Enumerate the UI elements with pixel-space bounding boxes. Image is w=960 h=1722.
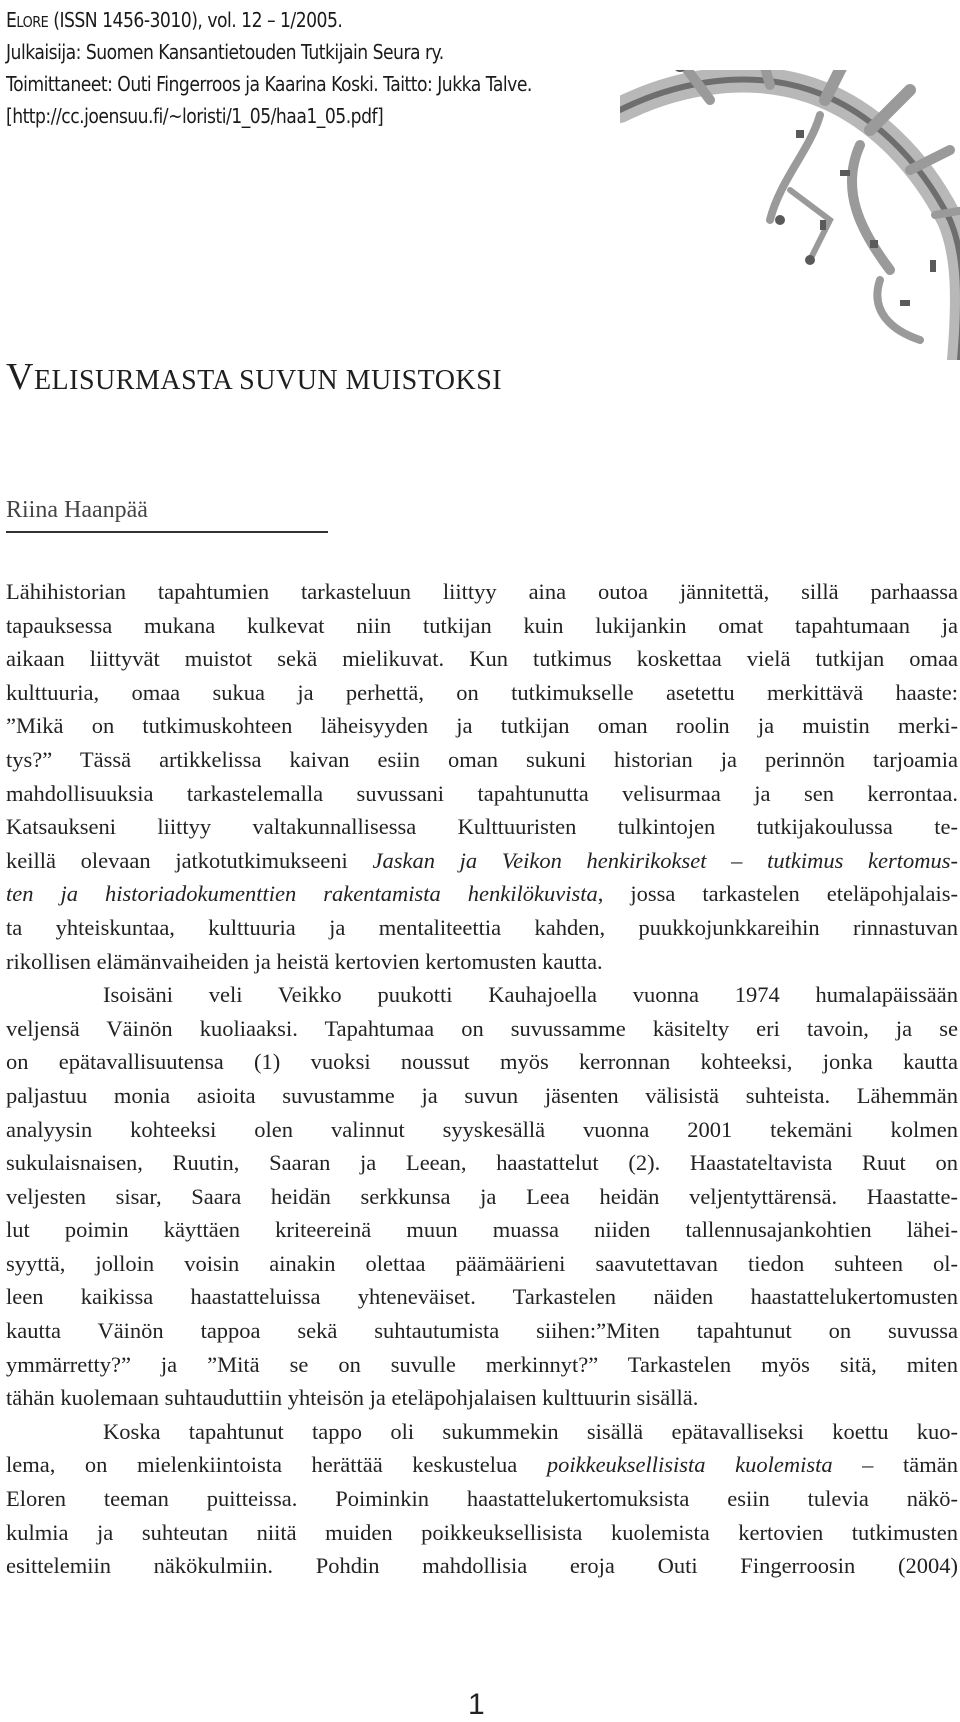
body-line: leen kaikissa haastatteluissa yhteneväiset. Tarkastelen näiden haastattelukertomusten bbox=[6, 1284, 958, 1310]
theme-emphasis: poikkeuksellisista kuolemista bbox=[546, 1452, 833, 1478]
body-line: kautta Väinön tappoa sekä suhtautumista siihen:”Miten tapahtunut on suvussa bbox=[6, 1318, 958, 1344]
body-line bbox=[6, 1448, 958, 1482]
body-line: kulmia ja suhteutan niitä muiden poikkeuksellisista kuolemista kertovien tutkimusten bbox=[6, 1519, 958, 1545]
body-line: tapauksessa mukana kulkevat niin tutkijan kuin lukijankin omat tapahtumaan ja bbox=[6, 612, 958, 638]
body-line: Eloren teeman puitteissa. Poiminkin haastattelukertomuksista esiin tulevia näkö- bbox=[6, 1486, 958, 1512]
header-issn: (ISSN 1456-3010), vol. 12 – 1/2005. bbox=[48, 8, 343, 32]
body-line: ta yhteiskuntaa, kulttuuria ja mentaliteettia kahden, puukkojunkkareihin rinnastuvan bbox=[6, 914, 958, 940]
body-text-span: keillä olevaan jatkotutkimukseeni bbox=[6, 847, 373, 873]
page-number: 1 bbox=[468, 1688, 485, 1721]
author-name: Riina Haanpää bbox=[6, 497, 148, 523]
body-line: tys?” Tässä artikkelissa kaivan esiin oman sukuni historian ja perinnön tarjoamia bbox=[6, 746, 958, 772]
header-smallcap-initial: E bbox=[6, 8, 17, 32]
header-line-1 bbox=[6, 4, 532, 36]
body-line: Koska tapahtunut tappo oli sukummekin sisällä epätavalliseksi koettu kuo- bbox=[103, 1418, 958, 1444]
body-line: lut poimin käyttäen kriteereinä muun muassa niiden tallennusajankohtien lähei- bbox=[6, 1217, 958, 1243]
body-line: mahdollisuuksia tarkastelemalla suvussani tapahtunutta velisurmaa ja sen kerrontaa. bbox=[6, 780, 958, 806]
article-title bbox=[6, 355, 502, 399]
body-line: sukulaisnaisen, Ruutin, Saaran ja Leean, haastattelut (2). Haastateltavista Ruut on bbox=[6, 1150, 958, 1176]
body-line: esittelemiin näkökulmiin. Pohdin mahdollisia eroja Outi Fingerroosin (2004) bbox=[6, 1553, 958, 1579]
article-body bbox=[6, 575, 958, 1583]
body-line: Lähihistorian tapahtumien tarkasteluun liittyy aina outoa jännitettä, sillä parhaassa bbox=[6, 579, 958, 604]
header-url[interactable]: [http://cc.joensuu.fi/~loristi/1_05/haa1_05.pdf] bbox=[6, 104, 384, 128]
title-rest: ELISURMASTA SUVUN MUISTOKSI bbox=[33, 365, 503, 396]
body-line: rikollisen elämänvaiheiden ja heistä kertovien kertomusten kautta. bbox=[6, 948, 603, 974]
body-line: kulttuuria, omaa sukua ja perhettä, on tutkimukselle asetettu merkittävä haaste: bbox=[6, 679, 958, 705]
body-line bbox=[6, 877, 958, 911]
body-line: Katsaukseni liittyy valtakunnallisessa Kulttuuristen tulkintojen tutkijakoulussa te- bbox=[6, 814, 958, 840]
body-line: syyttä, jolloin voisin ainakin olettaa päämäärieni saavutettavan tiedon suhteen ol- bbox=[6, 1250, 958, 1276]
body-text-span: – tämän bbox=[832, 1452, 958, 1478]
header-line-2: Julkaisija: Suomen Kansantietouden Tutkijain Seura ry. bbox=[6, 40, 444, 64]
body-text-span: lema, on mielenkiintoista herättää keskustelua bbox=[6, 1452, 547, 1478]
body-line: ymmärretty?” ja ”Mitä se on suvulle merkinnyt?” Tarkastelen myös sitä, miten bbox=[6, 1351, 958, 1377]
body-line: veljensä Väinön kuoliaaksi. Tapahtumaa on suvussamme käsitelty eri tavoin, ja se bbox=[6, 1015, 958, 1041]
body-line: on epätavallisuutensa (1) vuoksi noussut myös kerronnan kohteeksi, jonka kautta bbox=[6, 1049, 958, 1075]
body-line: analyysin kohteeksi olen valinnut syyskesällä vuonna 2001 tekemäni kolmen bbox=[6, 1116, 958, 1142]
body-line: paljastuu monia asioita suvustamme ja suvun jäsenten välisistä suhteista. Lähemmän bbox=[6, 1082, 958, 1108]
body-line: tähän kuolemaan suhtauduttiin yhteisön ja eteläpohjalaisen kulttuurin sisällä. bbox=[6, 1385, 699, 1411]
circuit-board-sun-icon bbox=[620, 70, 960, 360]
body-line bbox=[6, 844, 958, 878]
journal-header bbox=[6, 4, 532, 132]
body-line: ”Mikä on tutkimuskohteen läheisyyden ja tutkijan oman roolin ja muistin merki- bbox=[6, 713, 958, 739]
author-rule bbox=[6, 531, 328, 533]
body-line: veljesten sisar, Saara heidän serkkunsa ja Leea heidän veljentyttärensä. Haastatte- bbox=[6, 1183, 958, 1209]
body-line: Isoisäni veli Veikko puukotti Kauhajoella vuonna 1974 humalapäissään bbox=[103, 982, 958, 1008]
title-initial: V bbox=[6, 356, 34, 398]
dissertation-title: Jaskan ja Veikon henkirikokset – tutkimus kertomus- bbox=[372, 847, 958, 873]
dissertation-title-cont: ten ja historiadokumenttien rakentamista henkilökuvista bbox=[6, 881, 598, 907]
header-line-3: Toimittaneet: Outi Fingerroos ja Kaarina Koski. Taitto: Jukka Talve. bbox=[6, 72, 532, 96]
header-smallcap-rest: LORE bbox=[16, 13, 49, 31]
body-line: aikaan liittyvät muistot sekä mielikuvat. Kun tutkimus koskettaa vielä tutkijan omaa bbox=[6, 646, 958, 672]
body-text-span: , jossa tarkastelen eteläpohjalais- bbox=[597, 881, 958, 907]
